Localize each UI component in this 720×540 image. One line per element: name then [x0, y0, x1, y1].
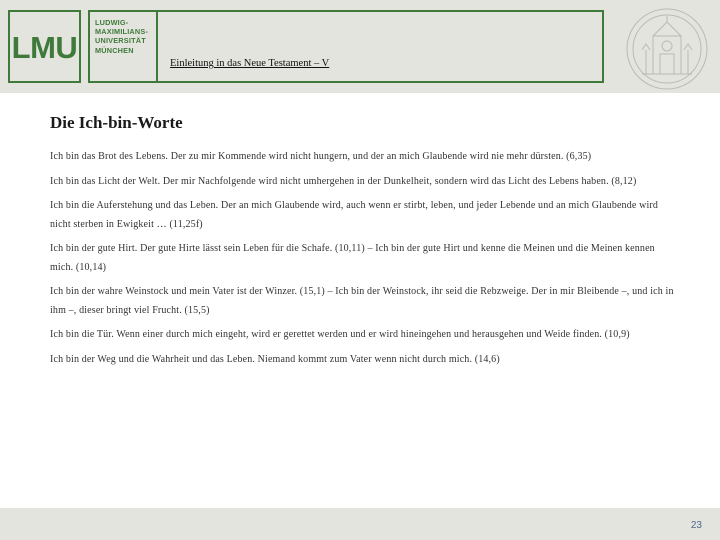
ich-bin-paragraph: Ich bin der Weg und die Wahrheit und das Leben. Niemand kommt zum Vater wenn nicht durch mich. (14,6): [50, 353, 500, 365]
ich-bin-paragraph: Ich bin die Auferstehung und das Leben. Der an mich Glaubende wird, auch wenn er stirbt, leben, und jeder Lebende und an mich Glaubende wird nicht sterben in Ewigkeit … (11,25f): [50, 200, 659, 230]
header-bar: [0, 0, 720, 93]
ich-bin-paragraph: Ich bin der gute Hirt. Der gute Hirte lässt sein Leben für die Schafe. (10,11) – Ich bin der gute Hirt und kenne die Meinen und die Meinen kennen mich. (10,14): [50, 243, 655, 273]
slide-content: [50, 112, 680, 375]
slide-title: Die Ich-bin-Worte: [50, 113, 183, 132]
course-title: Einleitung in das Neue Testament – V: [170, 58, 330, 69]
university-name-block: [88, 10, 158, 83]
university-seal-icon: [620, 6, 714, 92]
university-name-line: LUDWIG-: [95, 18, 129, 27]
lmu-logo: [8, 10, 81, 83]
university-name-line: MAXIMILIANS-: [95, 27, 149, 37]
university-name-line: MÜNCHEN: [95, 45, 134, 55]
university-name-line: UNIVERSITÄT: [95, 36, 146, 46]
page-number: 23: [690, 520, 702, 531]
ich-bin-paragraph: Ich bin der wahre Weinstock und mein Vater ist der Winzer. (15,1) – Ich bin der Weinstock, ihr seid die Rebzweige. Der in mir Bleibende –, und ich in ihm –, dieser bringt viel Frucht. (15,5): [50, 286, 674, 316]
footer-bar: [0, 508, 720, 540]
lmu-logo-text: LMU: [11, 30, 78, 65]
ich-bin-paragraph: Ich bin das Licht der Welt. Der mir Nachfolgende wird nicht umhergehen in der Dunkelheit, sondern wird das Licht des Lebens haben. (8,12): [50, 175, 637, 187]
ich-bin-paragraph: Ich bin das Brot des Lebens. Der zu mir Kommende wird nicht hungern, und der an mich Glaubende wird nie mehr dürsten. (6,35): [50, 151, 592, 162]
course-title-box: [158, 10, 604, 83]
ich-bin-paragraph: Ich bin die Tür. Wenn einer durch mich eingeht, wird er gerettet werden und er wird hineingehen und herausgehen und Weide finden. (10,9): [50, 329, 630, 340]
